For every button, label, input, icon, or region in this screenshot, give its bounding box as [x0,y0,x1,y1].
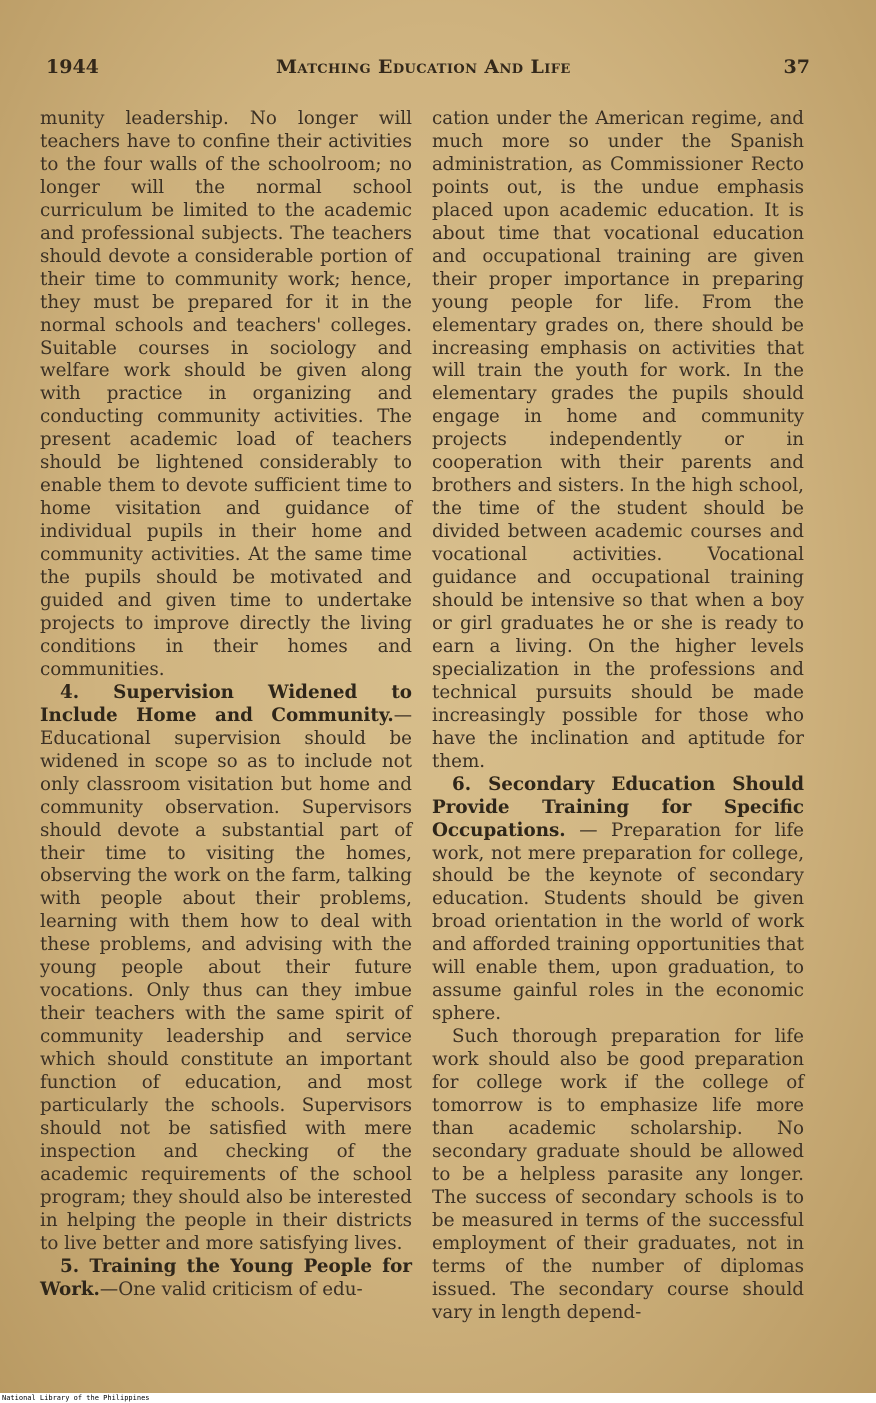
left-column [40,108,412,1302]
page-number: 37 [783,56,810,78]
header-title: Matching Education And Life [276,56,571,78]
header-year: 1944 [46,56,99,78]
paragraph: munity leadership. No longer will teachers have to confine their activities to the four walls of the schoolroom; no longer will the normal school curriculum be limited to the academic and professional subjects. The teachers should devote a considerable portion of their time to community work; hence, they must be prepared for it in the normal schools and teachers' colleges. Suitable courses in sociology and welfare work should be given along with practice in organizing and conducting community activities. The present academic load of teachers should be lightened considerably to enable them to devote sufficient time to home visitation and guidance of individual pupils in their home and community activities. At the same time the pupils should be motivated and guided and given time to undertake projects to improve directly the living conditions in their homes and communities. [40,108,412,680]
section-heading: 5. Training the Young People for Work. [40,1255,412,1300]
section-body: — Preparation for life work, not mere preparation for college, should be the keynote of secondary education. Students should be given broad orientation in the world of work and afforded training opportunities that will enable them, upon graduation, to assume gainful roles in the economic sphere. [432,819,804,1025]
section-4-paragraph [40,682,412,1256]
section-body: —One valid criticism of edu- [99,1278,363,1300]
section-body: —Educational supervision should be widened in scope so as to include not only classroom visitation but home and community observation. Supervisors should devote a substantial part of their time to visiting the homes, observing the work on the farm, talking with people about their problems, learning with them how to deal with these problems, and advising with the young people about their future vocations. Only thus can they imbue their teachers with the same spirit of community leadership and service which should constitute an important function of education, and most particularly the schools. Supervisors should not be satisfied with mere inspection and checking of the academic requirements of the school program; they should also be interested in helping the people in their districts to live better and more satisfying lives. [40,704,412,1254]
running-header [46,56,810,84]
paragraph: cation under the American regime, and much more so under the Spanish administration, as Commissioner Recto points out, is the undue emphasis placed upon academic education. It is about time that vocational education and occupational training are given their proper importance in preparing young people for life. From the elementary grades on, there should be increasing emphasis on activities that will train the youth for work. In the elementary grades the pupils should engage in home and community projects independently or in cooperation with their parents and brothers and sisters. In the high school, the time of the student should be divided between academic courses and vocational activities. Vocational guidance and occupational training should be intensive so that when a boy or girl graduates he or she is ready to earn a living. On the higher levels specialization in the professions and technical pursuits should be made increasingly possible for those who have the inclination and aptitude for them. [432,108,804,772]
library-credit: National Library of the Philippines [2,1394,150,1402]
right-column [432,108,804,1325]
section-6-paragraph [432,774,804,1026]
section-heading: 6. Secondary Education Should Provide Training for Specific Occupations. [432,773,804,841]
section-5-paragraph [40,1256,412,1302]
paragraph: Such thorough preparation for life work should also be good preparation for college work if the college of tomorrow is to emphasize life more than academic scholarship. No secondary graduate should be allowed to be a helpless parasite any longer. The success of secondary schools is to be measured in terms of the successful employment of their graduates, not in terms of the number of diplomas issued. The secondary course should vary in length depend- [432,1026,804,1323]
scan-footer [0,1393,876,1403]
section-heading: 4. Supervision Widened to Include Home and Community. [40,681,412,726]
